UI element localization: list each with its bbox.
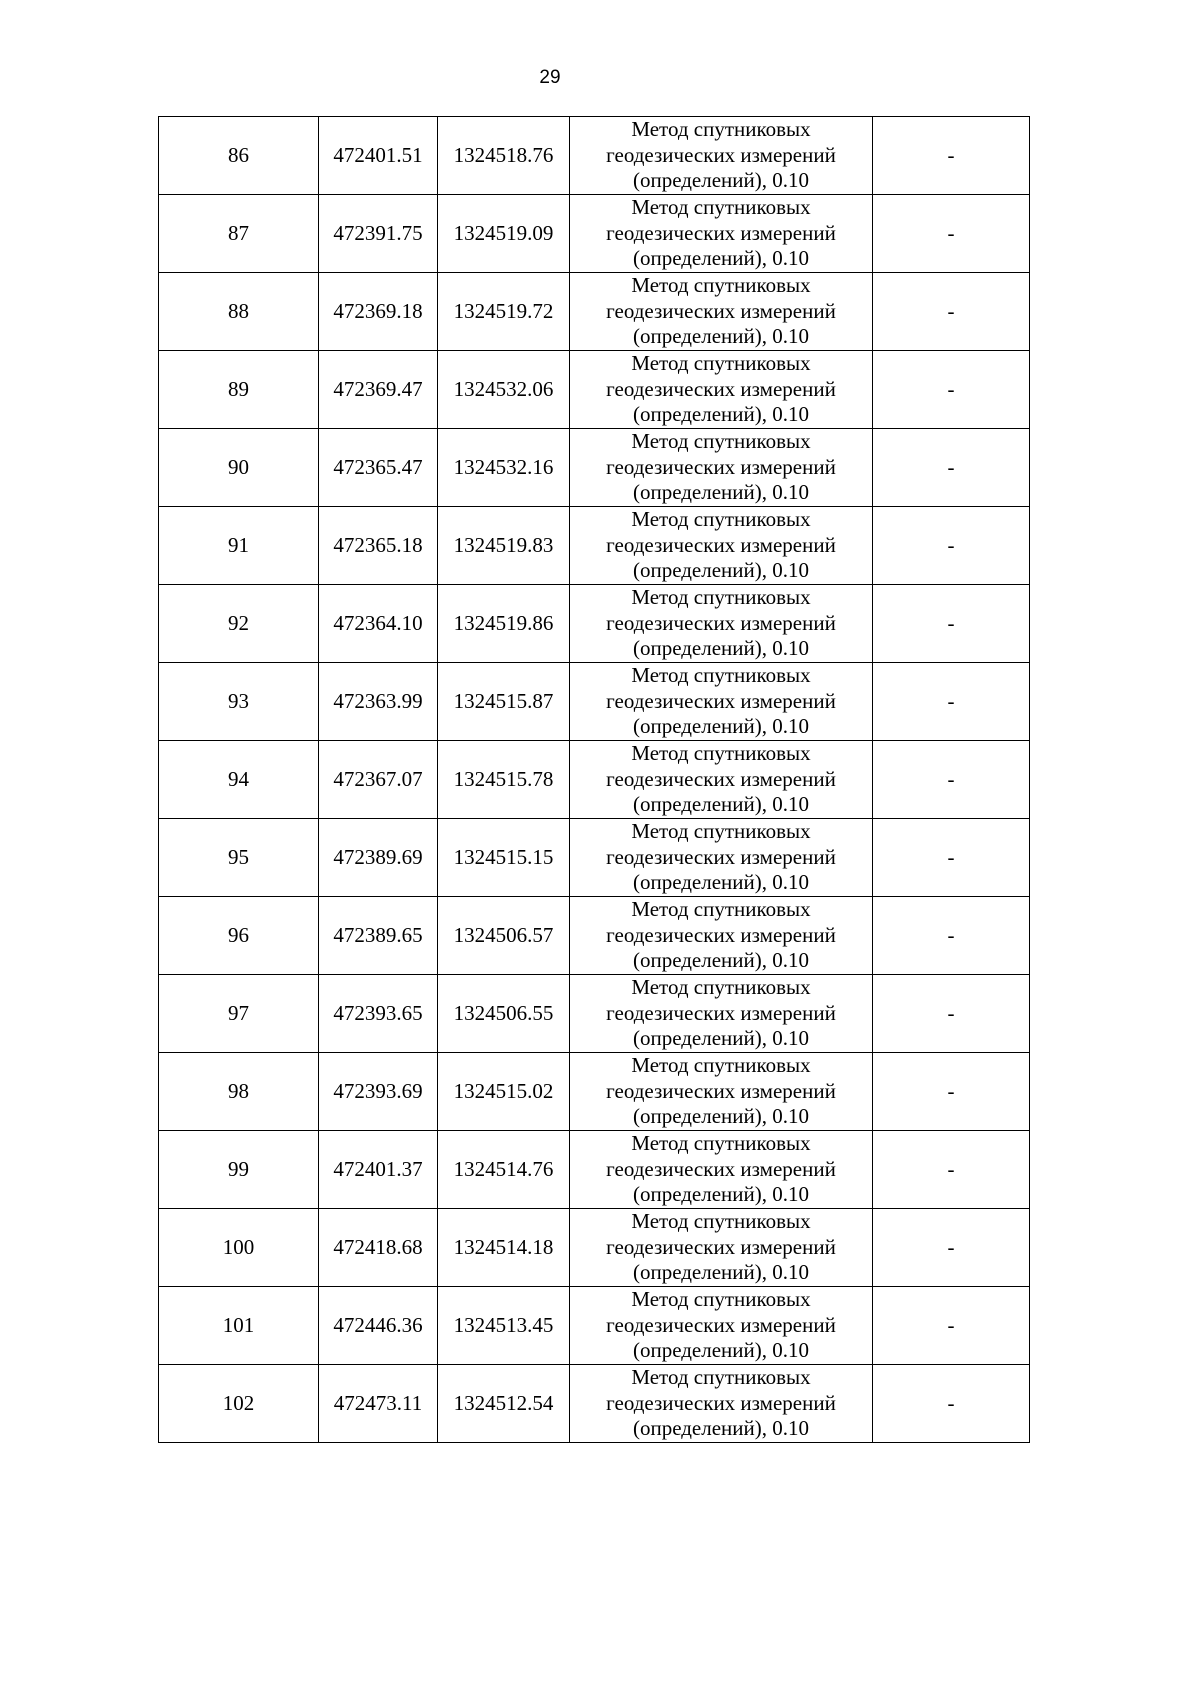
method-text-line2: геодезических измерений	[606, 610, 836, 635]
remark-cell: -	[873, 1053, 1030, 1131]
point-number-cell: 102	[159, 1365, 319, 1443]
x-coordinate-cell: 472389.65	[319, 897, 438, 975]
method-text-line3: (определений), 0.10	[632, 948, 810, 973]
table-row	[159, 975, 1030, 1053]
x-coordinate-cell: 472364.10	[319, 585, 438, 663]
x-coordinate-cell: 472473.11	[319, 1365, 438, 1443]
x-coordinate-cell: 472365.47	[319, 429, 438, 507]
method-text-line2: геодезических измерений	[606, 1390, 836, 1415]
y-coordinate-cell: 1324515.78	[438, 741, 570, 819]
remark-cell: -	[873, 273, 1030, 351]
method-text-line2: геодезических измерений	[606, 922, 836, 947]
table-row	[159, 741, 1030, 819]
method-text-line1: Метод спутниковых	[631, 741, 811, 766]
method-cell	[570, 897, 873, 975]
method-text-line1: Метод спутниковых	[631, 1131, 811, 1156]
method-text-line2: геодезических измерений	[606, 844, 836, 869]
remark-cell: -	[873, 1365, 1030, 1443]
method-cell	[570, 117, 873, 195]
method-text-line2: геодезических измерений	[606, 220, 836, 245]
coordinates-table-body	[159, 117, 1030, 1443]
table-row	[159, 819, 1030, 897]
method-text-line1: Метод спутниковых	[631, 1209, 811, 1234]
y-coordinate-cell: 1324513.45	[438, 1287, 570, 1365]
x-coordinate-cell: 472365.18	[319, 507, 438, 585]
remark-cell: -	[873, 1287, 1030, 1365]
method-text-line2: геодезических измерений	[606, 454, 836, 479]
point-number-cell: 88	[159, 273, 319, 351]
x-coordinate-cell: 472369.18	[319, 273, 438, 351]
method-cell	[570, 663, 873, 741]
point-number-cell: 94	[159, 741, 319, 819]
x-coordinate-cell: 472393.65	[319, 975, 438, 1053]
method-text-line1: Метод спутниковых	[631, 1365, 811, 1390]
y-coordinate-cell: 1324514.18	[438, 1209, 570, 1287]
remark-cell: -	[873, 195, 1030, 273]
method-text-line1: Метод спутниковых	[631, 429, 811, 454]
page-number: 29	[539, 67, 561, 88]
method-cell	[570, 741, 873, 819]
table-row	[159, 351, 1030, 429]
y-coordinate-cell: 1324519.83	[438, 507, 570, 585]
method-text-line2: геодезических измерений	[606, 376, 836, 401]
method-text-line3: (определений), 0.10	[632, 1338, 810, 1363]
method-cell	[570, 1287, 873, 1365]
method-text-line1: Метод спутниковых	[631, 273, 811, 298]
method-text-line3: (определений), 0.10	[632, 870, 810, 895]
method-text-line1: Метод спутниковых	[631, 663, 811, 688]
method-text-line2: геодезических измерений	[606, 766, 836, 791]
point-number-cell: 99	[159, 1131, 319, 1209]
method-cell	[570, 507, 873, 585]
x-coordinate-cell: 472367.07	[319, 741, 438, 819]
method-text-line2: геодезических измерений	[606, 688, 836, 713]
table-row	[159, 195, 1030, 273]
point-number-cell: 95	[159, 819, 319, 897]
remark-cell: -	[873, 1131, 1030, 1209]
y-coordinate-cell: 1324506.57	[438, 897, 570, 975]
method-text-line1: Метод спутниковых	[631, 117, 811, 142]
method-text-line1: Метод спутниковых	[631, 819, 811, 844]
method-text-line2: геодезических измерений	[606, 298, 836, 323]
method-cell	[570, 195, 873, 273]
method-cell	[570, 429, 873, 507]
point-number-cell: 91	[159, 507, 319, 585]
remark-cell: -	[873, 585, 1030, 663]
remark-cell: -	[873, 741, 1030, 819]
method-text-line1: Метод спутниковых	[631, 195, 811, 220]
table-row	[159, 1365, 1030, 1443]
method-text-line3: (определений), 0.10	[632, 636, 810, 661]
y-coordinate-cell: 1324532.16	[438, 429, 570, 507]
method-text-line2: геодезических измерений	[606, 1156, 836, 1181]
remark-cell: -	[873, 1209, 1030, 1287]
x-coordinate-cell: 472446.36	[319, 1287, 438, 1365]
y-coordinate-cell: 1324515.15	[438, 819, 570, 897]
method-text-line1: Метод спутниковых	[631, 975, 811, 1000]
y-coordinate-cell: 1324515.87	[438, 663, 570, 741]
table-row	[159, 897, 1030, 975]
table-row	[159, 273, 1030, 351]
y-coordinate-cell: 1324532.06	[438, 351, 570, 429]
x-coordinate-cell: 472393.69	[319, 1053, 438, 1131]
point-number-cell: 87	[159, 195, 319, 273]
remark-cell: -	[873, 819, 1030, 897]
table-row	[159, 507, 1030, 585]
method-cell	[570, 1209, 873, 1287]
method-text-line1: Метод спутниковых	[631, 507, 811, 532]
x-coordinate-cell: 472363.99	[319, 663, 438, 741]
method-cell	[570, 819, 873, 897]
x-coordinate-cell: 472418.68	[319, 1209, 438, 1287]
point-number-cell: 93	[159, 663, 319, 741]
table-row	[159, 429, 1030, 507]
method-text-line3: (определений), 0.10	[632, 1026, 810, 1051]
method-cell	[570, 975, 873, 1053]
table-row	[159, 1287, 1030, 1365]
method-text-line2: геодезических измерений	[606, 1078, 836, 1103]
y-coordinate-cell: 1324519.09	[438, 195, 570, 273]
method-text-line3: (определений), 0.10	[632, 558, 810, 583]
method-text-line3: (определений), 0.10	[632, 792, 810, 817]
method-text-line3: (определений), 0.10	[632, 1104, 810, 1129]
method-text-line3: (определений), 0.10	[632, 1260, 810, 1285]
method-text-line3: (определений), 0.10	[632, 1182, 810, 1207]
method-text-line2: геодезических измерений	[606, 1312, 836, 1337]
method-text-line3: (определений), 0.10	[632, 1416, 810, 1441]
y-coordinate-cell: 1324514.76	[438, 1131, 570, 1209]
point-number-cell: 96	[159, 897, 319, 975]
method-cell	[570, 1131, 873, 1209]
y-coordinate-cell: 1324519.72	[438, 273, 570, 351]
method-text-line1: Метод спутниковых	[631, 585, 811, 610]
method-text-line3: (определений), 0.10	[632, 480, 810, 505]
method-text-line1: Метод спутниковых	[631, 1287, 811, 1312]
method-text-line2: геодезических измерений	[606, 142, 836, 167]
x-coordinate-cell: 472391.75	[319, 195, 438, 273]
method-text-line3: (определений), 0.10	[632, 246, 810, 271]
method-cell	[570, 585, 873, 663]
point-number-cell: 92	[159, 585, 319, 663]
table-row	[159, 663, 1030, 741]
y-coordinate-cell: 1324519.86	[438, 585, 570, 663]
method-cell	[570, 351, 873, 429]
method-cell	[570, 1053, 873, 1131]
coordinates-table	[158, 116, 1030, 1443]
y-coordinate-cell: 1324518.76	[438, 117, 570, 195]
method-text-line1: Метод спутниковых	[631, 1053, 811, 1078]
point-number-cell: 90	[159, 429, 319, 507]
table-row	[159, 117, 1030, 195]
remark-cell: -	[873, 429, 1030, 507]
y-coordinate-cell: 1324506.55	[438, 975, 570, 1053]
point-number-cell: 101	[159, 1287, 319, 1365]
method-text-line3: (определений), 0.10	[632, 714, 810, 739]
table-row	[159, 585, 1030, 663]
method-text-line1: Метод спутниковых	[631, 351, 811, 376]
y-coordinate-cell: 1324515.02	[438, 1053, 570, 1131]
point-number-cell: 89	[159, 351, 319, 429]
remark-cell: -	[873, 507, 1030, 585]
remark-cell: -	[873, 663, 1030, 741]
y-coordinate-cell: 1324512.54	[438, 1365, 570, 1443]
method-text-line3: (определений), 0.10	[632, 168, 810, 193]
point-number-cell: 98	[159, 1053, 319, 1131]
table-row	[159, 1053, 1030, 1131]
remark-cell: -	[873, 897, 1030, 975]
point-number-cell: 97	[159, 975, 319, 1053]
table-row	[159, 1131, 1030, 1209]
table-row	[159, 1209, 1030, 1287]
x-coordinate-cell: 472401.51	[319, 117, 438, 195]
method-text-line1: Метод спутниковых	[631, 897, 811, 922]
method-text-line2: геодезических измерений	[606, 1234, 836, 1259]
method-text-line3: (определений), 0.10	[632, 402, 810, 427]
point-number-cell: 100	[159, 1209, 319, 1287]
x-coordinate-cell: 472401.37	[319, 1131, 438, 1209]
method-cell	[570, 1365, 873, 1443]
remark-cell: -	[873, 117, 1030, 195]
point-number-cell: 86	[159, 117, 319, 195]
method-text-line2: геодезических измерений	[606, 1000, 836, 1025]
method-text-line2: геодезических измерений	[606, 532, 836, 557]
method-text-line3: (определений), 0.10	[632, 324, 810, 349]
x-coordinate-cell: 472369.47	[319, 351, 438, 429]
x-coordinate-cell: 472389.69	[319, 819, 438, 897]
method-cell	[570, 273, 873, 351]
remark-cell: -	[873, 975, 1030, 1053]
remark-cell: -	[873, 351, 1030, 429]
